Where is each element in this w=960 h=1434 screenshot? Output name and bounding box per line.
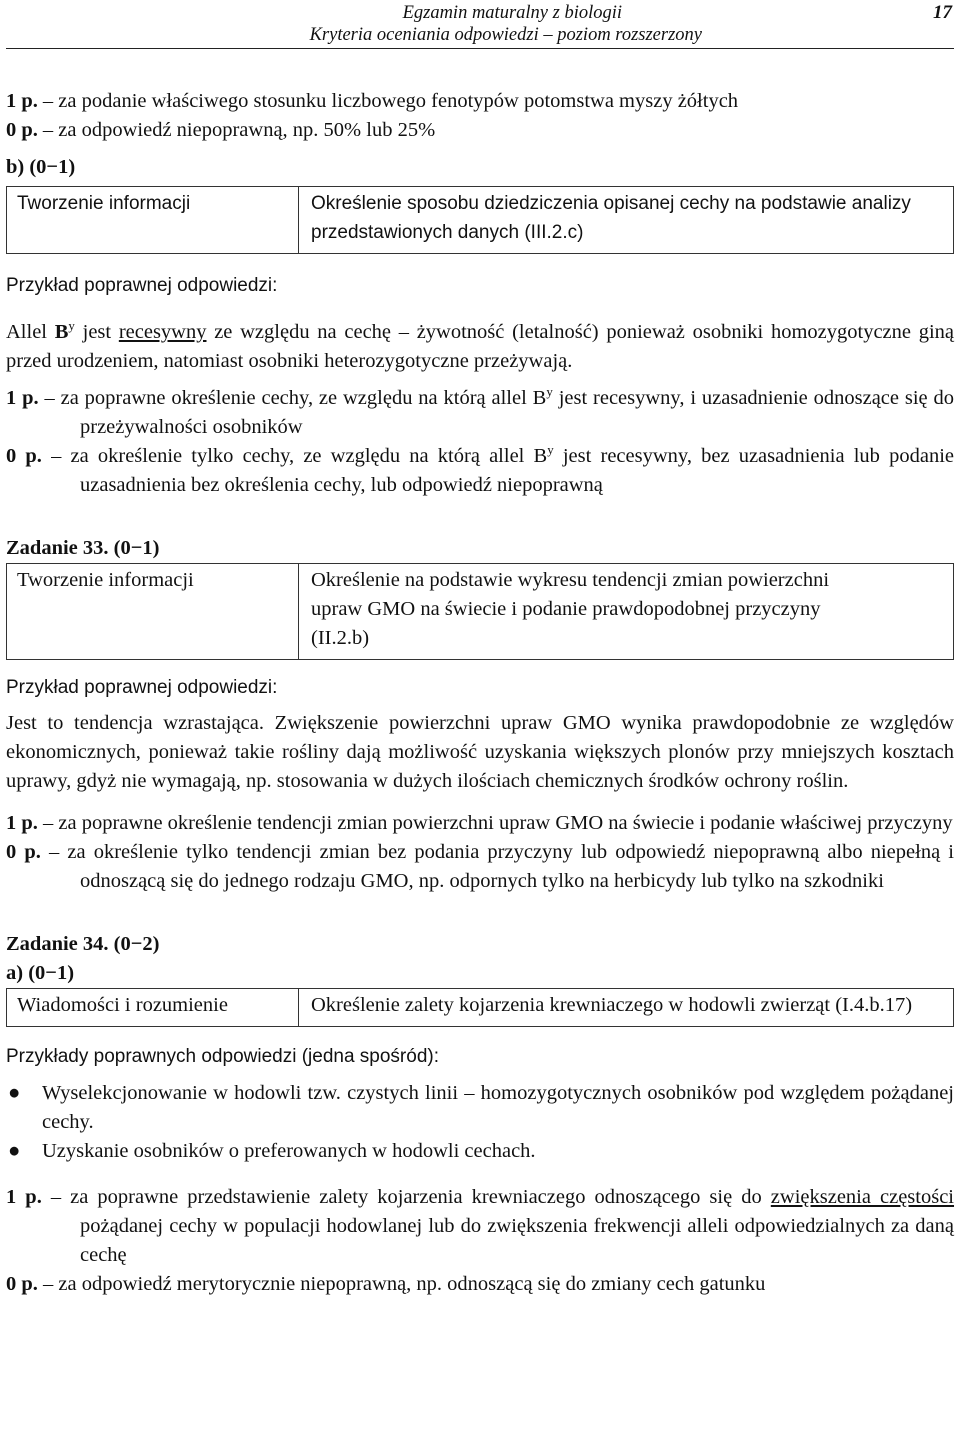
criterion-1p (6, 87, 954, 116)
skill-requirement: Określenie na podstawie wykresu tendencji zmian powierzchni upraw GMO na świecie i podanie prawdopodobnej przyczyny (II.2.b) (311, 569, 830, 649)
criterion-label: 1 p. (6, 1186, 42, 1208)
criterion-text: – za określenie tylko tendencji zmian bez podania przyczyny lub odpowiedź niepoprawną albo niepełną i odnoszącą się do jednego rodzaju GMO, np. odpornych tylko na herbicydy lub tylko na szkodniki (40, 841, 954, 892)
section-b-heading: b) (0−1) (6, 156, 76, 178)
example-heading: Przykłady poprawnych odpowiedzi (jedna spośród): (6, 1046, 440, 1067)
answer-text: ze względu na cechę – żywotność (letalność) ponieważ osobniki homozygotyczne giną przed urodzeniem, natomiast osobniki heterozygotyczne przeżywają. (6, 321, 955, 372)
list-item-text: Wyselekcjonowanie w hodowli tzw. czystych linii – homozygotycznych osobników pod względem pożądanej cechy. (42, 1082, 954, 1133)
criterion-0p (6, 838, 954, 896)
example-heading: Przykład poprawnej odpowiedzi: (6, 677, 278, 698)
task-number: Zadanie 34. (6, 933, 109, 955)
criterion-label: 0 p. (6, 119, 38, 141)
task-34-heading (6, 930, 954, 959)
task-34-info-box (6, 988, 954, 1027)
task-b-info-box (6, 186, 954, 254)
header-subtitle: Kryteria oceniania odpowiedzi – poziom rozszerzony (309, 25, 702, 45)
criterion-text: jest recesywny, i uzasadnienie odnoszące się do przeżywalności osobników (80, 387, 954, 438)
example-heading: Przykład poprawnej odpowiedzi: (6, 275, 278, 296)
criterion-text: – za odpowiedź niepoprawną, np. 50% lub 25% (42, 119, 436, 141)
page-number: 17 (933, 2, 952, 23)
allele-superscript: y (68, 318, 75, 333)
answer-list (6, 1079, 954, 1166)
criterion-label: 1 p. (6, 812, 38, 834)
task-33-heading (6, 534, 954, 563)
answer-text: Allel (6, 321, 55, 343)
criterion-label: 0 p. (6, 1273, 38, 1295)
subtask-a-heading: a) (0−1) (6, 962, 75, 984)
criterion-label: 1 p. (6, 387, 39, 409)
criterion-text: – za poprawne określenie tendencji zmian powierzchni upraw GMO na świecie i podanie właściwej przyczyny (37, 812, 953, 834)
criterion-1p (6, 809, 954, 838)
skill-area: Wiadomości i rozumienie (7, 989, 299, 1026)
bullet-icon: ● (8, 1140, 21, 1162)
page (6, 0, 954, 1299)
allele-symbol: B (54, 321, 69, 343)
task-number: Zadanie 33. (6, 537, 109, 559)
task-33-info-box (6, 563, 954, 660)
criterion-text: – za określenie tylko cechy, ze względu na którą allel B (41, 445, 548, 467)
skill-requirement: Określenie sposobu dziedziczenia opisanej cechy na podstawie analizy przedstawionych danych (III.2.c) (311, 193, 911, 243)
criterion-text: pożądanej cechy w populacji hodowlanej lub do zwiększenia frekwencji alleli odpowiedzialnych za daną cechę (80, 1215, 954, 1266)
criterion-label: 0 p. (6, 445, 42, 467)
criterion-0p (6, 1270, 954, 1299)
example-answer (6, 318, 954, 376)
answer-text: jest (74, 321, 119, 343)
criterion-label: 1 p. (6, 90, 38, 112)
criterion-0p (6, 116, 954, 145)
allele-superscript: y (546, 384, 553, 399)
list-item (6, 1137, 954, 1166)
page-header (6, 0, 954, 49)
criterion-emphasis: zwiększenia częstości (770, 1186, 955, 1208)
header-title: Egzamin maturalny z biologii (402, 3, 622, 23)
skill-area: Tworzenie informacji (7, 187, 299, 253)
bullet-icon: ● (8, 1082, 21, 1104)
criterion-text: – za poprawne przedstawienie zalety kojarzenia krewniaczego odnoszącego się do (41, 1186, 771, 1208)
criterion-0p (6, 442, 954, 500)
criterion-label: 0 p. (6, 841, 41, 863)
skill-area: Tworzenie informacji (7, 564, 299, 659)
top-criteria (6, 87, 954, 145)
criterion-text: – za odpowiedź merytorycznie niepoprawną, np. odnoszącą się do zmiany cech gatunku (37, 1273, 766, 1295)
criterion-1p (6, 384, 954, 442)
answer-emphasis: recesywny (118, 321, 207, 343)
list-item (6, 1079, 954, 1137)
skill-requirement: Określenie zalety kojarzenia krewniaczego w hodowli zwierząt (I.4.b.17) (311, 994, 913, 1016)
task-points: (0−1) (108, 537, 160, 559)
list-item-text: Uzyskanie osobników o preferowanych w hodowli cechach. (42, 1140, 536, 1162)
criterion-text: – za podanie właściwego stosunku liczbowego fenotypów potomstwa myszy żółtych (42, 90, 739, 112)
task-points: (0−2) (108, 933, 160, 955)
criterion-text: jest recesywny, bez uzasadnienia lub podanie uzasadnienia bez określenia cechy, lub odpowiedź niepoprawną (80, 445, 954, 496)
allele-superscript: y (547, 442, 554, 457)
criterion-text: – za poprawne określenie cechy, ze względu na którą allel B (38, 387, 547, 409)
example-answer: Jest to tendencja wzrastająca. Zwiększenie powierzchni upraw GMO wynika prawdopodobnie ze względów ekonomicznych, ponieważ takie rośliny dają możliwość uzyskania większych plonów przy mniejszych kosztach uprawy, gdyż nie wymagają, np. stosowania w dużych ilościach chemicznych środków ochrony roślin. (6, 712, 954, 792)
criterion-1p (6, 1183, 954, 1270)
